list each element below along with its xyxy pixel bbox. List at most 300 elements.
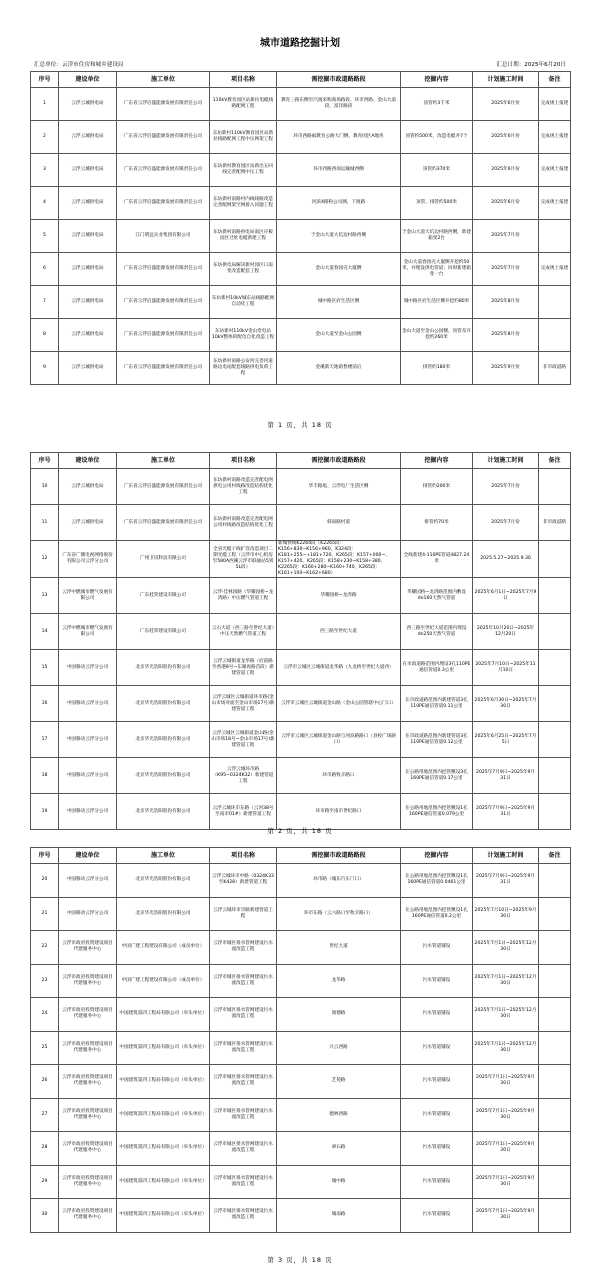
cell-road-section: 西三路至世纪大道: [277, 614, 401, 650]
cell-remark: [539, 758, 571, 794]
cell-project: 东坊新村南路公安河完善河道路边电站配套线路供电负荷工程: [210, 352, 277, 385]
cell-dig-content: 顶管约3千米: [401, 88, 473, 121]
cell-road-section: 河滨4路粉公司测，下渡路: [277, 187, 401, 220]
cell-contractor: 广东省云浮启盛能源发展有限责任公司: [117, 154, 210, 187]
cell-seq: 30: [31, 1199, 59, 1233]
table-row: [31, 1065, 571, 1099]
cell-seq: 5: [31, 220, 59, 253]
cell-dig-content: 西三路至世纪大道范围内埋设dn250天然气管道: [401, 614, 473, 650]
cell-schedule: 2025年8月份: [473, 319, 539, 352]
cell-contractor: 广东省云浮启盛能源发展有限责任公司: [117, 88, 210, 121]
cell-builder: 中国移动云浮分公司: [59, 686, 117, 722]
table-row: [31, 286, 571, 319]
cell-project: 云浮云城街道龙华路（府前路至香港8号~东湖再路首段）新建管道工程: [210, 650, 277, 686]
cell-seq: 25: [31, 1031, 59, 1065]
cell-dig-content: 华耀园桥~龙湾路范围内敷设dn160天然气管道: [401, 578, 473, 614]
cell-remark: [539, 220, 571, 253]
cell-project: 东坊新村110kV金山变电站10kV整体转配电自化改造工程: [210, 319, 277, 352]
cell-dig-content: 顶管、排管约500米: [401, 187, 473, 220]
table-row: [31, 253, 571, 286]
cell-builder: 云浮中燃城市燃气发展有限公司: [59, 578, 117, 614]
cell-remark: [539, 541, 571, 578]
cell-builder: 中国移动云浮分公司: [59, 650, 117, 686]
cell-contractor: 北京华光浩阳股份有限公司: [117, 864, 210, 898]
cell-schedule: 2025年6月份: [473, 121, 539, 154]
cell-contractor: 广州卫讯科技有限公司: [117, 541, 210, 578]
cell-project: 东坊新村南路改造完善配电网供电公用村线路改造结构优化工程: [210, 469, 277, 505]
table-row: [31, 505, 571, 541]
cell-remark: [539, 686, 571, 722]
cell-road-section: 教育三路东侧至汽渡采购商场路段、环市西路、金山大道段、富洋路段: [277, 88, 401, 121]
cell-remark: [539, 578, 571, 614]
cell-dig-content: 污水管道铺设: [401, 1132, 473, 1166]
cell-project: 云浮云城环市东路（云河38号至南市01#）新建管道工程: [210, 794, 277, 830]
cell-project: 云浮市城区排水管网建设污水流改造工程: [210, 964, 277, 998]
cell-schedule: 2025年7月10日~2025年11月10日: [473, 650, 539, 686]
cell-road-section: 环市西路西岗运输城西侧: [277, 154, 401, 187]
cell-builder: 云浮市政府投资建设项目代建服务中心: [59, 1199, 117, 1233]
cell-contractor: 中国建筑第四工程局有限公司（牵头单位）: [117, 1165, 210, 1199]
cell-road-section: 新城快线K2264段（K2265段：K156+830~K156+960、K324段：K181+255~+181+720、K265段：K157+000~、K157+420、K265段：K158+230~K158+380、K2265段：K160+280~K160+740、K265段：K161+100~K162+680）: [277, 541, 401, 578]
cell-builder: 云浮云城供电局: [59, 469, 117, 505]
table-row: [31, 187, 571, 220]
cell-contractor: 广东省云浮启盛能源发展有限责任公司: [117, 319, 210, 352]
cell-road-section: 城南路: [277, 1199, 401, 1233]
cell-seq: 13: [31, 578, 59, 614]
cell-contractor: 中国建筑第四工程局有限公司（牵头单位）: [117, 1132, 210, 1166]
cell-seq: 22: [31, 931, 59, 965]
cell-builder: 广东省广播电视网络股份有限公司云浮分公司: [59, 541, 117, 578]
cell-builder: 云浮市政府投资建设项目代建服务中心: [59, 998, 117, 1032]
cell-remark: 非市政道路: [539, 352, 571, 385]
cell-project: 东坊新村南路供电局南区应板园区迁址电缆新建工程: [210, 220, 277, 253]
cell-remark: [539, 794, 571, 830]
cell-builder: 中国移动云浮分公司: [59, 722, 117, 758]
cell-road-section: 环市路（城东汽车门口）: [277, 864, 401, 898]
cell-schedule: 2025年6月1日~2025年7月9日: [473, 578, 539, 614]
table-row: [31, 964, 571, 998]
cell-project: 110kV教育园区站新拉电缆线路配网工程: [210, 88, 277, 121]
cell-remark: 完成规土报建: [539, 154, 571, 187]
cell-dig-content: 在市政道路范围内埋设3孔110PE通信管道0.3公里: [401, 650, 473, 686]
cell-project: 云浮市城区排水管网建设污水流改造工程: [210, 931, 277, 965]
cell-remark: [539, 897, 571, 931]
col-header-project: 项目名称: [210, 453, 277, 469]
cell-remark: [539, 650, 571, 686]
col-header-builder: 建设单位: [59, 453, 117, 469]
cell-seq: 27: [31, 1098, 59, 1132]
col-header-builder: 建设单位: [59, 72, 117, 88]
cell-seq: 16: [31, 686, 59, 722]
table-row: [31, 864, 571, 898]
cell-road-section: 艺苑路: [277, 1065, 401, 1099]
cell-remark: [539, 1132, 571, 1166]
cell-road-section: 环市路至南市世纪路口: [277, 794, 401, 830]
cell-seq: 4: [31, 187, 59, 220]
cell-road-section: 龙华路: [277, 964, 401, 998]
cell-seq: 1: [31, 88, 59, 121]
cell-dig-content: 金山大道春园壳大厦侧开挖约50米，并埋设供电管道；同时新建箱变一台: [401, 253, 473, 286]
cell-schedule: 2025年6月25日~2025年7月5日: [473, 722, 539, 758]
cell-builder: 云浮市政府投资建设项目代建服务中心: [59, 1165, 117, 1199]
cell-dig-content: 污水管道铺设: [401, 1098, 473, 1132]
col-header-dig-content: 挖掘内容: [401, 848, 473, 864]
cell-contractor: 广东省云浮启盛能源发展有限责任公司: [117, 187, 210, 220]
page-3: [0, 842, 600, 1272]
cell-contractor: 中国建筑第四工程局有限公司（牵头单位）: [117, 1199, 210, 1233]
cell-project: 云浮云城环市市路新建管道工程: [210, 897, 277, 931]
table-row: [31, 931, 571, 965]
cell-seq: 17: [31, 722, 59, 758]
cell-project: 云石大道（西三路至世纪大道）中压天然燃气管道工程: [210, 614, 277, 650]
cell-seq: 20: [31, 864, 59, 898]
table-row: [31, 1165, 571, 1199]
col-header-road-section: 需挖掘市政道路路段: [277, 453, 401, 469]
cell-schedule: 2025年7月份: [473, 253, 539, 286]
table-row: [31, 88, 571, 121]
col-header-schedule: 计划施工时间: [473, 72, 539, 88]
cell-dig-content: 在公路用地范围内挖管敷设1孔160PE通信管道0.2公里: [401, 897, 473, 931]
cell-project: 云浮市城区排水管网建设污水流改造工程: [210, 1199, 277, 1233]
cell-contractor: 中国广建工程建设有限公司（成员单位）: [117, 964, 210, 998]
cell-schedule: 2025年6月份: [473, 154, 539, 187]
cell-dig-content: 在市政道路范围内新建管道3孔110PE通信管道0.12公里: [401, 722, 473, 758]
cell-remark: [539, 1098, 571, 1132]
cell-contractor: 北京华光浩阳股份有限公司: [117, 650, 210, 686]
page-2: [0, 432, 600, 842]
cell-schedule: 2025年8月份: [473, 286, 539, 319]
cell-seq: 24: [31, 998, 59, 1032]
table-row: [31, 319, 571, 352]
cell-dig-content: 顶管约500米，改造电缆井7个: [401, 121, 473, 154]
cell-road-section: 于金山大道大坑边村路西侧: [277, 220, 401, 253]
table-row: [31, 578, 571, 614]
table-row: [31, 794, 571, 830]
page-1: [0, 0, 600, 432]
cell-schedule: 2025年7月份: [473, 220, 539, 253]
cell-builder: 中国移动云浮分公司: [59, 897, 117, 931]
cell-schedule: 2025年7月1日~2025年12月30日: [473, 964, 539, 998]
cell-seq: 19: [31, 794, 59, 830]
cell-schedule: 2025年7月10日~2025年9月30日: [473, 897, 539, 931]
cell-dig-content: 在公路用地范围内挖管敷设3孔160PE通信管道0.17公里: [401, 758, 473, 794]
col-header-remark: 备注: [539, 72, 571, 88]
cell-contractor: 中国建筑第四工程局有限公司（牵头单位）: [117, 1031, 210, 1065]
cell-dig-content: 污水管道铺设: [401, 964, 473, 998]
cell-builder: 中国移动云浮分公司: [59, 864, 117, 898]
cell-project: 东坊新村10kV城东站线路配网自动化工程: [210, 286, 277, 319]
cell-project: 云浮·佳林园路（华耀园桥~龙湾路）中压燃气管道工程: [210, 578, 277, 614]
cell-seq: 28: [31, 1132, 59, 1166]
cell-seq: 12: [31, 541, 59, 578]
cell-schedule: 2025年6月份: [473, 187, 539, 220]
cell-remark: [539, 931, 571, 965]
table-row: [31, 1031, 571, 1065]
cell-contractor: 广东省云浮启盛能源发展有限责任公司: [117, 286, 210, 319]
cell-remark: [539, 1165, 571, 1199]
cell-remark: 非市政道路: [539, 505, 571, 541]
table-row: [31, 541, 571, 578]
table-row: [31, 1132, 571, 1166]
cell-seq: 3: [31, 154, 59, 187]
cell-schedule: 2025年7月份: [473, 505, 539, 541]
cell-remark: [539, 319, 571, 352]
cell-road-section: 云浮市云城区云城街道金山路与河滨路路口（县校广场路口）: [277, 722, 401, 758]
cell-road-section: 环市西路福教育公路大门侧、教育园区A地块: [277, 121, 401, 154]
cell-seq: 29: [31, 1165, 59, 1199]
cell-contractor: 广东省云浮启盛能源发展有限责任公司: [117, 253, 210, 286]
cell-dig-content: 全线新建4-110PE管道4827.24米: [401, 541, 473, 578]
cell-dig-content: 污水管道铺设: [401, 1199, 473, 1233]
table-row: [31, 121, 571, 154]
cell-schedule: 2025年6月30日~2025年7月30日: [473, 686, 539, 722]
col-header-schedule: 计划施工时间: [473, 453, 539, 469]
table-row: [31, 722, 571, 758]
cell-project: 全省光缆干线扩容改造项目二期光缆工程（云浮市中心机房至580A西溪云浮市联通站5到5L段）: [210, 541, 277, 578]
table-header-row: [31, 453, 571, 469]
cell-schedule: 2025年7月1日~2025年12月30日: [473, 998, 539, 1032]
cell-schedule: 2025年10月20日~2025年12月20日: [473, 614, 539, 650]
cell-dig-content: 金山大道至金山公园侧，顶管及开挖约260米: [401, 319, 473, 352]
cell-builder: 云浮中燃城市燃气发展有限公司: [59, 614, 117, 650]
cell-schedule: 2025年7月1日~2025年9月30日: [473, 1165, 539, 1199]
cell-dig-content: 污水管道铺设: [401, 1031, 473, 1065]
col-header-dig-content: 挖掘内容: [401, 453, 473, 469]
cell-contractor: 江门明远实业集团有限公司: [117, 220, 210, 253]
cell-schedule: 2025年7月1日~2025年12月30日: [473, 931, 539, 965]
cell-seq: 26: [31, 1065, 59, 1099]
summary-unit: 汇总单位：云浮市住房和城乡建设局: [34, 62, 124, 68]
cell-dig-content: 于金山大道大坑边村路西侧，新建箱变2台: [401, 220, 473, 253]
cell-schedule: 2025.5.27~2025.9.30: [473, 541, 539, 578]
cell-project: 云浮市城区排水管网建设污水流改造工程: [210, 1065, 277, 1099]
cell-seq: 6: [31, 253, 59, 286]
cell-contractor: 北京华光浩阳股份有限公司: [117, 722, 210, 758]
cell-remark: 完成规土报建: [539, 253, 571, 286]
cell-contractor: 广东桂荣建设有限公司: [117, 578, 210, 614]
cell-remark: [539, 614, 571, 650]
plan-table-page-1: [30, 71, 571, 385]
cell-road-section: 金溪新天地销售楼前后: [277, 352, 401, 385]
table-row: [31, 650, 571, 686]
table-row: [31, 469, 571, 505]
page-footer-1: 第 1 页，共 18 页: [267, 421, 333, 429]
cell-project: 云浮市城区排水管网建设污水流改造工程: [210, 1098, 277, 1132]
cell-project: 东坊新村110kV教育园区站新拉线路配网工程中压网架工程: [210, 121, 277, 154]
cell-contractor: 广东桂荣建设有限公司: [117, 614, 210, 650]
cell-builder: 云浮云城供电局: [59, 286, 117, 319]
col-header-seq: 序号: [31, 72, 59, 88]
cell-contractor: 广东省云浮启盛能源发展有限责任公司: [117, 469, 210, 505]
cell-road-section: 德林西路: [277, 1098, 401, 1132]
cell-project: 东坊新村教育园区站新出五回线完善配网中压工程: [210, 154, 277, 187]
cell-dig-content: 污水管道铺设: [401, 998, 473, 1032]
cell-project: 云浮云城环市中路（0324K33至K428）新建管道工程: [210, 864, 277, 898]
col-header-builder: 建设单位: [59, 848, 117, 864]
cell-seq: 21: [31, 897, 59, 931]
table-row: [31, 897, 571, 931]
cell-road-section: 世纪大道: [277, 931, 401, 965]
cell-seq: 18: [31, 758, 59, 794]
col-header-road-section: 需挖掘市政道路路段: [277, 848, 401, 864]
cell-seq: 11: [31, 505, 59, 541]
cell-schedule: 2025年7月9日~2025年9月31日: [473, 794, 539, 830]
cell-project: 东坊新村南路村内线线路改造完善配网架空网接入问题工程: [210, 187, 277, 220]
cell-dig-content: 排管约200米: [401, 469, 473, 505]
cell-project: 云浮云城环市路（K95~0324K32）新建管道工程: [210, 758, 277, 794]
cell-remark: 完成规土报建: [539, 187, 571, 220]
cell-dig-content: 污水管道铺设: [401, 931, 473, 965]
cell-seq: 7: [31, 286, 59, 319]
cell-project: 东坊供电局解决新村园区口南变改造配套工程: [210, 253, 277, 286]
table-row: [31, 1199, 571, 1233]
cell-dig-content: 在市政道路范围内新建管道3孔110PE通信管道0.11公里: [401, 686, 473, 722]
cell-schedule: 2025年7月份: [473, 469, 539, 505]
cell-dig-content: 排管约180米: [401, 352, 473, 385]
cell-project: 云浮云城区云城街道环市路(金山市场对面至金山市场17号)新建管道工程: [210, 686, 277, 722]
cell-seq: 2: [31, 121, 59, 154]
cell-contractor: 北京华光浩阳股份有限公司: [117, 897, 210, 931]
col-header-remark: 备注: [539, 848, 571, 864]
cell-schedule: 2025年6月份: [473, 88, 539, 121]
cell-road-section: 韩南路村道: [277, 505, 401, 541]
cell-seq: 15: [31, 650, 59, 686]
cell-remark: [539, 722, 571, 758]
cell-dig-content: 城中路区府生活区侧开挖约80米: [401, 286, 473, 319]
cell-contractor: 广东省云浮启盛能源发展有限责任公司: [117, 352, 210, 385]
cell-schedule: 2025年7月1日~2025年9月30日: [473, 1132, 539, 1166]
col-header-dig-content: 挖掘内容: [401, 72, 473, 88]
cell-project: 云浮市城区排水管网建设污水流改造工程: [210, 1165, 277, 1199]
cell-contractor: 中国建筑第四工程局有限公司（牵头单位）: [117, 998, 210, 1032]
cell-project: 云浮市城区排水管网建设污水流改造工程: [210, 998, 277, 1032]
cell-road-section: 兴云西路: [277, 1031, 401, 1065]
cell-road-section: 华丰路尾、云浮电厂生活区侧: [277, 469, 401, 505]
cell-builder: 云浮市政府投资建设项目代建服务中心: [59, 1098, 117, 1132]
cell-schedule: 2025年7月1日~2025年9月30日: [473, 1065, 539, 1099]
col-header-remark: 备注: [539, 453, 571, 469]
cell-remark: 完成规土报建: [539, 88, 571, 121]
cell-contractor: 北京华光浩阳股份有限公司: [117, 758, 210, 794]
table-row: [31, 352, 571, 385]
cell-dig-content: 污水管道铺设: [401, 1165, 473, 1199]
cell-remark: 完成规土报建: [539, 121, 571, 154]
cell-project: 云浮市城区排水管网建设污水流改造工程: [210, 1132, 277, 1166]
cell-builder: 云浮云城供电局: [59, 253, 117, 286]
table-row: [31, 220, 571, 253]
cell-road-section: 环市东路（云六路口至牧羊路口）: [277, 897, 401, 931]
cell-schedule: 2025年7月1日~2025年9月30日: [473, 1098, 539, 1132]
col-header-project: 项目名称: [210, 72, 277, 88]
summary-date: 汇总日期：2025年6月20日: [496, 62, 566, 68]
cell-schedule: 2025年7月9日~2025年9月31日: [473, 758, 539, 794]
cell-seq: 14: [31, 614, 59, 650]
cell-builder: 云浮云城供电局: [59, 352, 117, 385]
cell-road-section: 城中路: [277, 1165, 401, 1199]
cell-schedule: 2025年7月1日~2025年12月30日: [473, 1031, 539, 1065]
table-row: [31, 1098, 571, 1132]
plan-table-page-2: [30, 452, 571, 830]
cell-seq: 23: [31, 964, 59, 998]
cell-road-section: 金山大道春园壳大厦侧: [277, 253, 401, 286]
cell-road-section: 金山大道至金山公园侧: [277, 319, 401, 352]
col-header-schedule: 计划施工时间: [473, 848, 539, 864]
table-row: [31, 998, 571, 1032]
cell-remark: [539, 469, 571, 505]
page-footer-3: 第 3 页，共 18 页: [267, 1256, 333, 1264]
cell-contractor: 中国建筑第四工程局有限公司（牵头单位）: [117, 1098, 210, 1132]
page-footer-2: 第 2 页，共 18 页: [267, 827, 333, 835]
cell-remark: [539, 864, 571, 898]
cell-dig-content: 在公路用地范围内挖管敷设1孔160PE通信管道0.079公里: [401, 794, 473, 830]
cell-project: 云浮云城区云城街道金山路(金山市场18号~金山市场17号)新建管道工程: [210, 722, 277, 758]
cell-contractor: 中国建筑第四工程局有限公司（牵头单位）: [117, 1065, 210, 1099]
col-header-seq: 序号: [31, 453, 59, 469]
cell-seq: 8: [31, 319, 59, 352]
cell-builder: 云浮云城供电局: [59, 154, 117, 187]
cell-dig-content: 顶管约370米: [401, 154, 473, 187]
table-row: [31, 614, 571, 650]
cell-builder: 云浮市政府投资建设项目代建服务中心: [59, 1132, 117, 1166]
cell-dig-content: 在公路用地范围内挖管敷设1孔160PE通信管道0.0461公里: [401, 864, 473, 898]
cell-builder: 云浮云城供电局: [59, 220, 117, 253]
col-header-contractor: 施工单位: [117, 453, 210, 469]
col-header-project: 项目名称: [210, 848, 277, 864]
table-row: [31, 758, 571, 794]
cell-contractor: 广东省云浮启盛能源发展有限责任公司: [117, 121, 210, 154]
cell-remark: [539, 286, 571, 319]
cell-builder: 中国移动云浮分公司: [59, 758, 117, 794]
cell-builder: 云浮云城供电局: [59, 88, 117, 121]
cell-schedule: 2025年9月份: [473, 352, 539, 385]
cell-builder: 云浮云城供电局: [59, 121, 117, 154]
cell-builder: 中国移动云浮分公司: [59, 794, 117, 830]
cell-contractor: 北京华光浩阳股份有限公司: [117, 686, 210, 722]
cell-road-section: 云浮市云城区云城街道龙华路（九龙桥至世纪大道西）: [277, 650, 401, 686]
cell-project: 云浮市城区排水管网建设污水流改造工程: [210, 1031, 277, 1065]
document-title: 城市道路挖掘计划: [260, 38, 340, 49]
col-header-contractor: 施工单位: [117, 848, 210, 864]
col-header-contractor: 施工单位: [117, 72, 210, 88]
cell-contractor: 广东省云浮启盛能源发展有限责任公司: [117, 505, 210, 541]
cell-remark: [539, 1031, 571, 1065]
cell-seq: 9: [31, 352, 59, 385]
cell-builder: 云浮市政府投资建设项目代建服务中心: [59, 931, 117, 965]
cell-remark: [539, 1065, 571, 1099]
cell-contractor: 北京华光浩阳股份有限公司: [117, 794, 210, 830]
cell-road-section: 云浮市云城区云城街道金山路（金山公园管辖中心门口）: [277, 686, 401, 722]
cell-builder: 云浮市政府投资建设项目代建服务中心: [59, 1065, 117, 1099]
plan-table-page-3: [30, 847, 571, 1233]
cell-road-section: 环市路牧羊路口: [277, 758, 401, 794]
cell-contractor: 中国广建工程建设有限公司（成员单位）: [117, 931, 210, 965]
table-row: [31, 154, 571, 187]
cell-schedule: 2025年7月1日~2025年9月30日: [473, 1199, 539, 1233]
cell-remark: [539, 1199, 571, 1233]
cell-schedule: 2025年7月9日~2025年9月31日: [473, 864, 539, 898]
table-row: [31, 686, 571, 722]
cell-road-section: 城中路区府生活区侧: [277, 286, 401, 319]
cell-builder: 云浮云城供电局: [59, 187, 117, 220]
cell-project: 东坊新村南路改造完善配电网公用村线路改造结构优化工程: [210, 505, 277, 541]
col-header-seq: 序号: [31, 848, 59, 864]
cell-remark: [539, 998, 571, 1032]
col-header-road-section: 需挖掘市政道路路段: [277, 72, 401, 88]
cell-builder: 云浮市政府投资建设项目代建服务中心: [59, 1031, 117, 1065]
cell-seq: 10: [31, 469, 59, 505]
cell-road-section: 翠石路: [277, 1132, 401, 1166]
table-header-row: [31, 848, 571, 864]
